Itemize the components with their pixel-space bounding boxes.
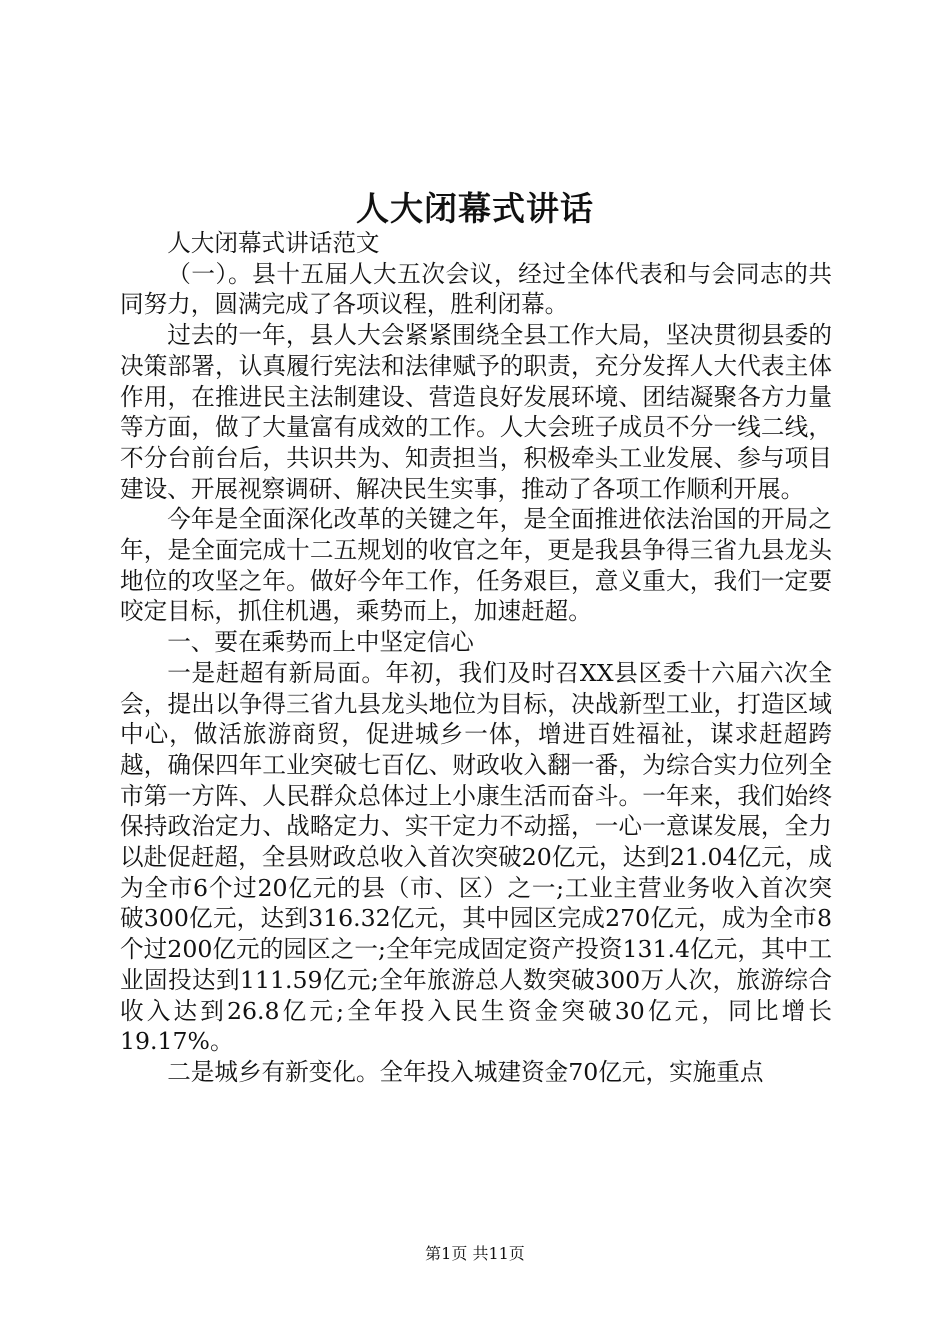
paragraph-new-situation: 一是赶超有新局面。年初，我们及时召XX县区委十六届六次全会，提出以争得三省九县龙头地位为目标，决战新型工业，打造区域中心，做活旅游商贸，促进城乡一体，增进百姓福祉，谋求赶超跨越，确保四年工业突破七百亿、财政收入翻一番，为综合实力位列全市第一方阵、人民群众总体过上小康生活而奋斗。一年来，我们始终保持政治定力、战略定力、实干定力不动摇，一心一意谋发展，全力以赴促赶超，全县财政总收入首次突破20亿元，达到21.04亿元，成为全市6个过20亿元的县（市、区）之一;工业主营业务收入首次突破300亿元，达到316.32亿元，其中园区完成270亿元，成为全市8个过200亿元的园区之一;全年完成固定资产投资131.4亿元，其中工业固投达到111.59亿元;全年旅游总人数突破300万人次，旅游综合收入达到26.8亿元;全年投入民生资金突破30亿元，同比增长19.17%。 bbox=[120, 658, 832, 1056]
paragraph-subtitle: 人大闭幕式讲话范文 bbox=[167, 229, 380, 257]
section-heading-1: 一、要在乘势而上中坚定信心 bbox=[167, 628, 474, 657]
document-title: 人大闭幕式讲话 bbox=[356, 189, 594, 228]
document-body bbox=[120, 228, 832, 1088]
paragraph-this-year: 今年是全面深化改革的关键之年，是全面推进依法治国的开局之年，是全面完成十二五规划的收官之年，更是我县争得三省九县龙头地位的攻坚之年。做好今年工作，任务艰巨，意义重大，我们一定要咬定目标，抓住机遇，乘势而上，加速赶超。 bbox=[120, 505, 832, 626]
page-footer: 第1页 共11页 bbox=[425, 1244, 525, 1263]
paragraph-past-year: 过去的一年，县人大会紧紧围绕全县工作大局，坚决贯彻县委的决策部署，认真履行宪法和法律赋予的职责，充分发挥人大代表主体作用，在推进民主法制建设、营造良好发展环境、团结凝聚各方力量等方面，做了大量富有成效的工作。人大会班子成员不分一线二线，不分台前台后，共识共为、知责担当，积极牵头工业发展、参与项目建设、开展视察调研、解决民生实事，推动了各项工作顺利开展。 bbox=[120, 321, 832, 503]
paragraph-opening: （一）。县十五届人大五次会议，经过全体代表和与会同志的共同努力，圆满完成了各项议程，胜利闭幕。 bbox=[120, 259, 832, 319]
paragraph-urban-rural: 二是城乡有新变化。全年投入城建资金70亿元，实施重点 bbox=[167, 1057, 764, 1086]
